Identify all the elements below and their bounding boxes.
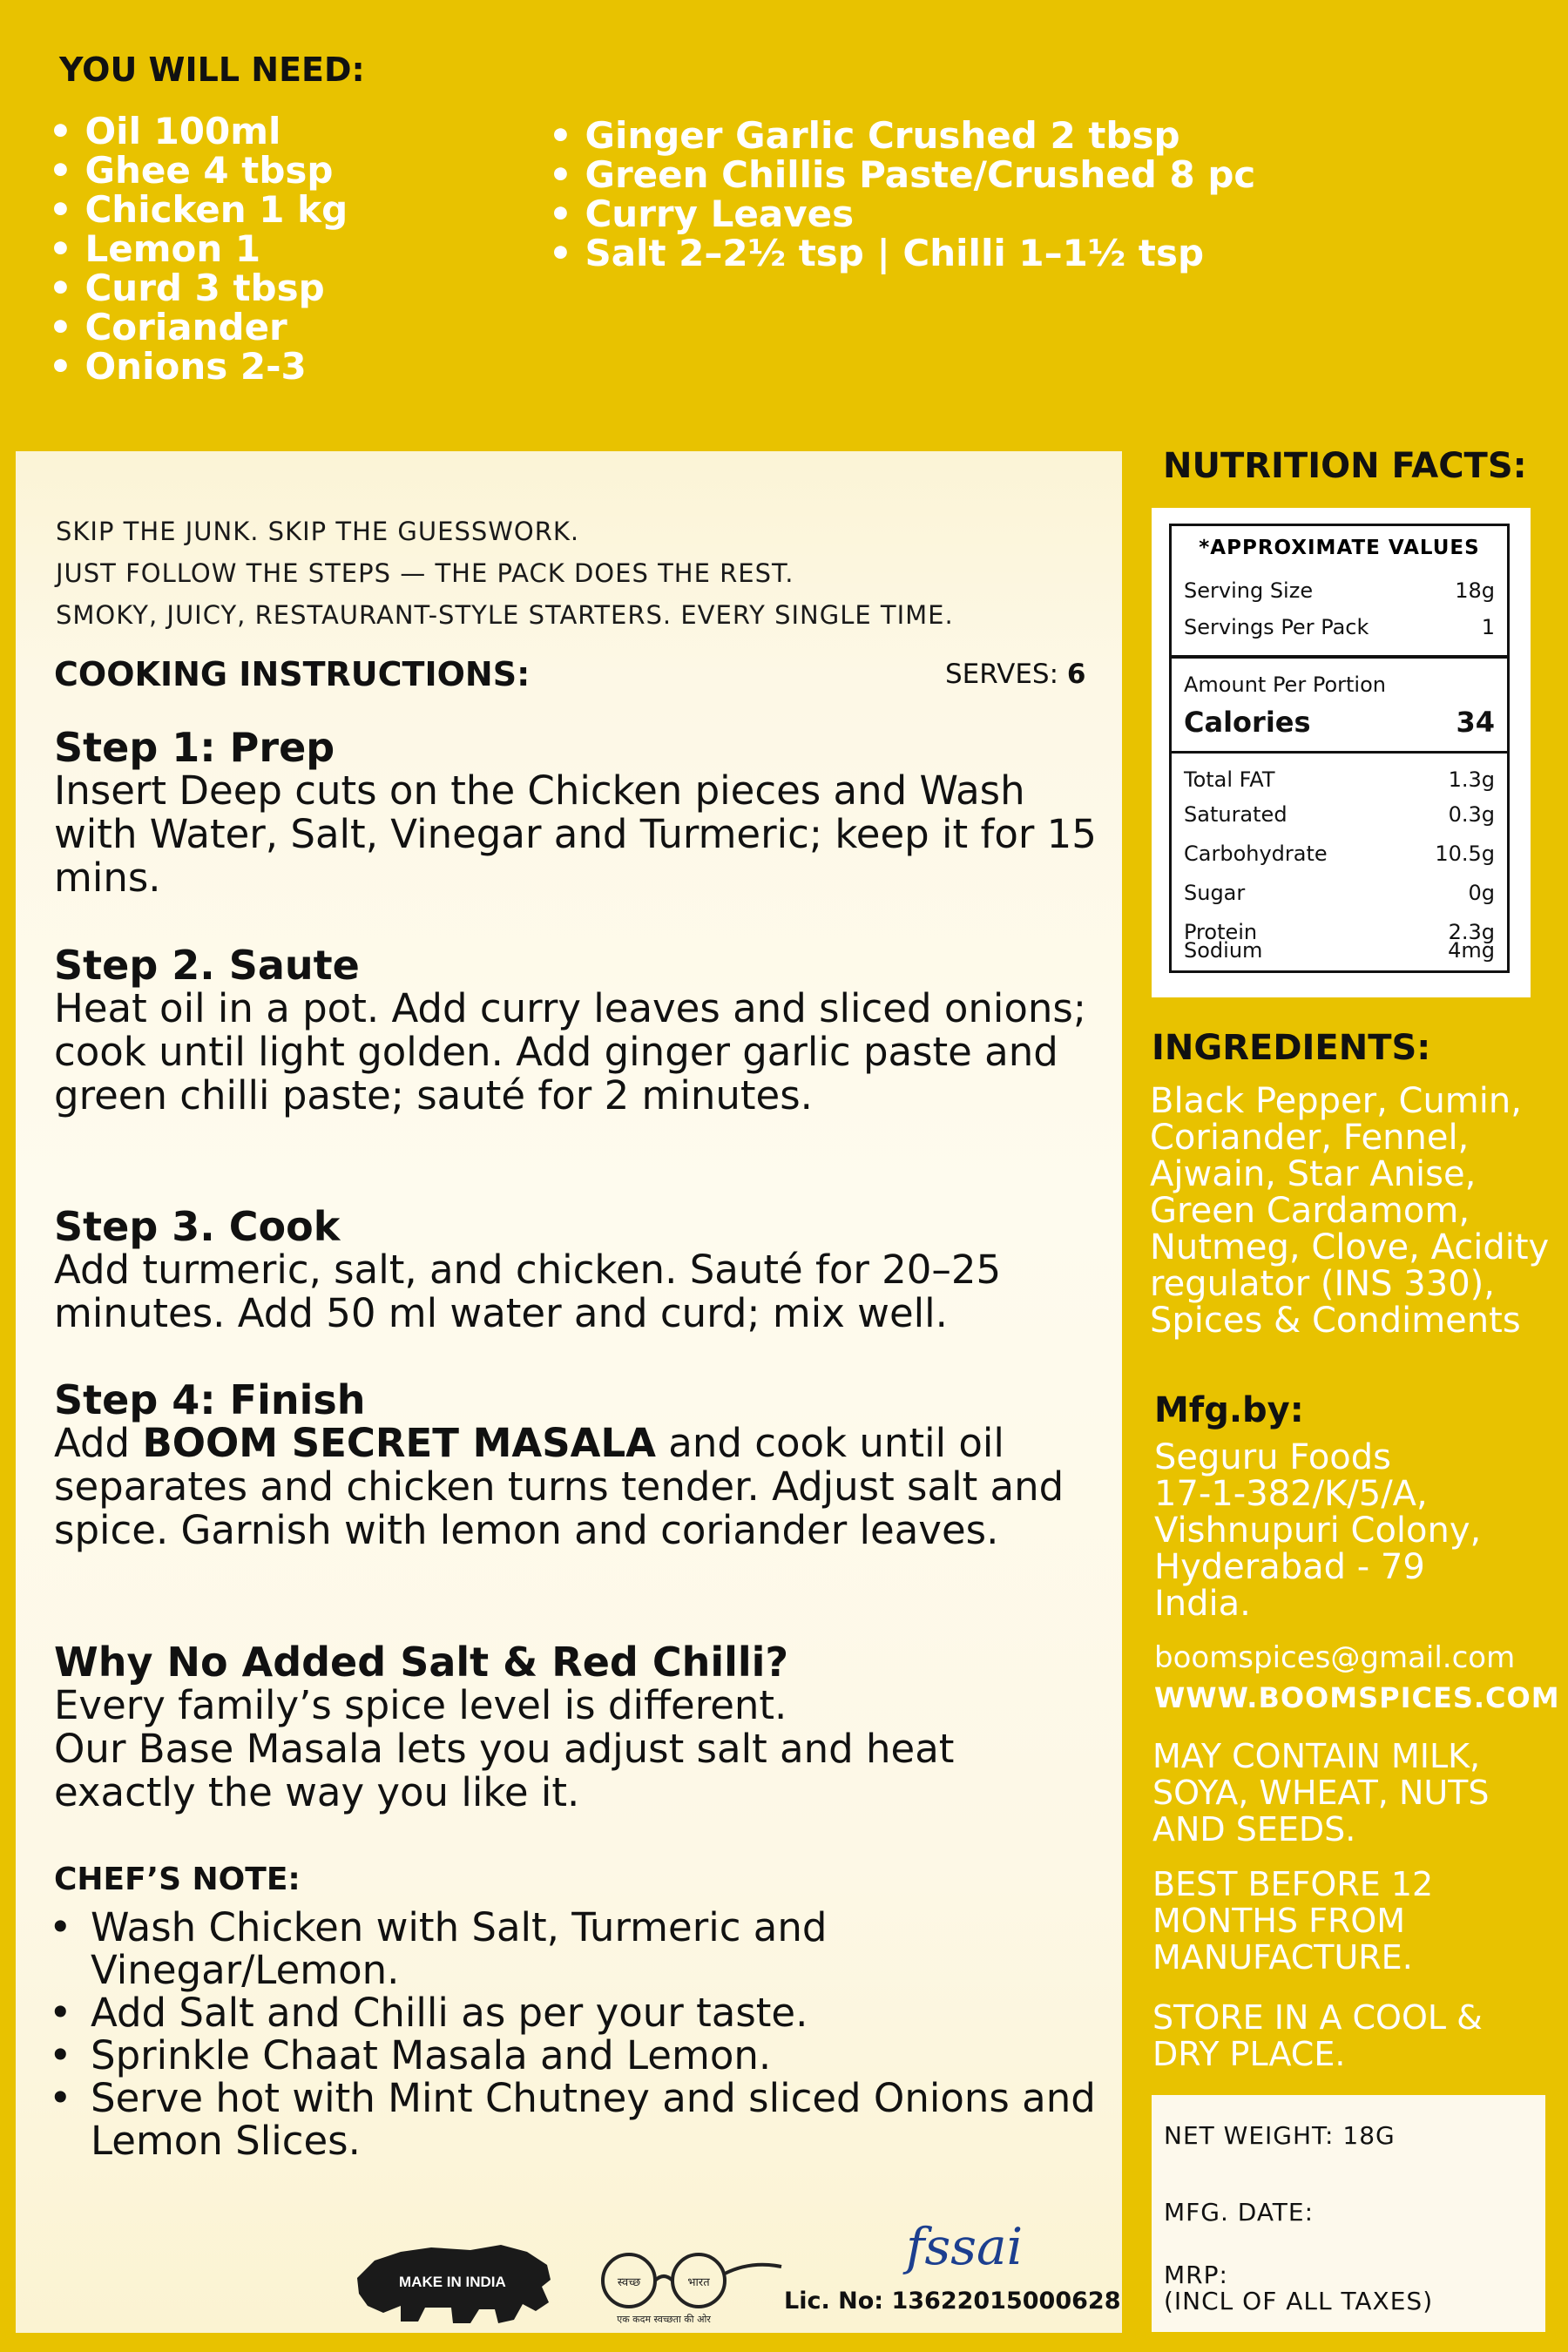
step-2-title: Step 2. Saute bbox=[54, 942, 360, 989]
calories-label: Calories bbox=[1184, 706, 1311, 739]
tagline-line: SMOKY, JUICY, RESTAURANT-STYLE STARTERS. EVERY SINGLE TIME. bbox=[56, 600, 954, 630]
nutrient-value: 10.5g bbox=[1435, 841, 1495, 866]
mrp-note: (INCL OF ALL TAXES) bbox=[1164, 2287, 1434, 2315]
cooking-instructions-title: COOKING INSTRUCTIONS: bbox=[54, 655, 531, 693]
address-line: 17-1-382/K/5/A, bbox=[1154, 1474, 1428, 1514]
chef-note-item: • Add Salt and Chilli as per your taste. bbox=[49, 1991, 1129, 2034]
boom-secret-masala: BOOM SECRET MASALA bbox=[142, 1420, 656, 1466]
bharat-text: भारत bbox=[687, 2276, 710, 2289]
divider bbox=[1172, 751, 1507, 754]
servings-value: 1 bbox=[1481, 615, 1495, 639]
ingredients-text: Black Pepper, Cumin, Coriander, Fennel, Ajwain, Star Anise, Green Cardamom, Nutmeg, Clove, Acidity regulator (INS 330), Spices & Condiments bbox=[1150, 1081, 1550, 1341]
servings-per-pack-row bbox=[1184, 615, 1495, 639]
step-1-title: Step 1: Prep bbox=[54, 724, 335, 771]
need-item: • Oil 100ml bbox=[49, 112, 348, 151]
make-in-india-text: MAKE IN INDIA bbox=[399, 2274, 506, 2290]
fssai-text: fssai bbox=[906, 2217, 1024, 2276]
calories-value: 34 bbox=[1456, 706, 1495, 739]
need-item: • Curry Leaves bbox=[549, 194, 1255, 233]
allergen-warning: MAY CONTAIN MILK, SOYA, WHEAT, NUTS AND SEEDS. bbox=[1152, 1737, 1490, 1848]
you-will-need-title: YOU WILL NEED: bbox=[59, 51, 365, 89]
tagline bbox=[56, 510, 954, 636]
nutrient-value: 1.3g bbox=[1448, 767, 1495, 792]
needs-list-right bbox=[549, 116, 1255, 273]
amount-label: Amount Per Portion bbox=[1184, 672, 1386, 697]
step-3-title: Step 3. Cook bbox=[54, 1203, 341, 1250]
nutrient-row bbox=[1184, 802, 1495, 827]
need-item: • Curd 3 tbsp bbox=[49, 268, 348, 308]
nutrient-label: Sugar bbox=[1184, 881, 1246, 905]
nutrient-row bbox=[1184, 841, 1495, 866]
nutrition-facts-box bbox=[1152, 508, 1531, 997]
need-item: • Ghee 4 tbsp bbox=[49, 151, 348, 190]
step-4-title: Step 4: Finish bbox=[54, 1376, 366, 1423]
nutrient-label: Sodium bbox=[1184, 938, 1263, 963]
nutrient-value: 4mg bbox=[1448, 938, 1495, 963]
swachh-text: स्वच्छ bbox=[617, 2276, 641, 2289]
step-1-body: Insert Deep cuts on the Chicken pieces and Wash with Water, Salt, Vinegar and Turmeric; keep it for 15 mins. bbox=[54, 767, 1097, 901]
why-line-1: Every family’s spice level is different. bbox=[54, 1682, 787, 1728]
serving-size-label: Serving Size bbox=[1184, 578, 1314, 603]
chef-note-item: • Serve hot with Mint Chutney and sliced Onions and Lemon Slices. bbox=[49, 2077, 1129, 2162]
bridge bbox=[655, 2276, 672, 2281]
best-before-note: BEST BEFORE 12 MONTHS FROM MANUFACTURE. bbox=[1152, 1865, 1434, 1977]
email-address: boomspices@gmail.com bbox=[1154, 1640, 1516, 1675]
swachh-caption: एक कदम स्वच्छता की ओर bbox=[617, 2314, 711, 2325]
make-in-india-lion-logo bbox=[348, 2226, 558, 2328]
nutrient-label: Saturated bbox=[1184, 802, 1288, 827]
mrp-label: MRP: bbox=[1164, 2261, 1228, 2289]
nutrient-row bbox=[1184, 938, 1495, 963]
nutrient-value: 0g bbox=[1468, 881, 1495, 905]
license-number: Lic. No: 13622015000628 bbox=[784, 2288, 1121, 2315]
chefs-note-title: CHEF’S NOTE: bbox=[54, 1862, 301, 1897]
batch-label-box bbox=[1152, 2095, 1545, 2332]
step-4-body-end: and cook until oil separates and chicken turns tender. Adjust salt and spice. Garnish with lemon and coriander leaves. bbox=[54, 1420, 1064, 1553]
approximate-values-note: *APPROXIMATE VALUES bbox=[1199, 537, 1480, 559]
chefs-note-list bbox=[49, 1906, 1129, 2162]
nutrient-value: 0.3g bbox=[1448, 802, 1495, 827]
net-weight: NET WEIGHT: 18G bbox=[1164, 2121, 1396, 2150]
ingredients-title: INGREDIENTS: bbox=[1152, 1028, 1431, 1068]
nutrient-row bbox=[1184, 881, 1495, 905]
needs-list-left bbox=[49, 112, 348, 386]
serves-value: 6 bbox=[1066, 659, 1086, 690]
amount-per-portion bbox=[1184, 672, 1495, 697]
nutrition-table bbox=[1169, 524, 1510, 973]
step-2-body: Heat oil in a pot. Add curry leaves and sliced onions; cook until light golden. Add ginger garlic paste and green chilli paste; sauté for 2 minutes. bbox=[54, 985, 1087, 1119]
need-item: • Chicken 1 kg bbox=[49, 190, 348, 229]
address-line: Hyderabad - 79 bbox=[1154, 1547, 1425, 1587]
need-item: • Salt 2–2½ tsp | Chilli 1–1½ tsp bbox=[549, 233, 1255, 273]
address-line: India. bbox=[1154, 1584, 1251, 1624]
chef-note-item: • Wash Chicken with Salt, Turmeric and Vinegar/Lemon. bbox=[49, 1906, 1129, 1991]
servings-label: Servings Per Pack bbox=[1184, 615, 1369, 639]
chef-note-item: • Sprinkle Chaat Masala and Lemon. bbox=[49, 2034, 1129, 2077]
need-item: • Coriander bbox=[49, 308, 348, 347]
serves bbox=[945, 659, 1085, 690]
need-item: • Onions 2-3 bbox=[49, 347, 348, 386]
nutrient-label: Carbohydrate bbox=[1184, 841, 1328, 866]
need-item: • Green Chillis Paste/Crushed 8 pc bbox=[549, 155, 1255, 194]
why-title: Why No Added Salt & Red Chilli? bbox=[54, 1639, 789, 1686]
need-item: • Lemon 1 bbox=[49, 229, 348, 268]
why-line-2: Our Base Masala lets you adjust salt and heat exactly the way you like it. bbox=[54, 1726, 955, 1815]
manufacturer-address bbox=[1154, 1439, 1555, 1622]
step-4-body bbox=[54, 1422, 1117, 1552]
nutrient-label: Protein bbox=[1184, 920, 1258, 944]
step-4-body-start: Add bbox=[54, 1420, 143, 1466]
nutrient-value: 2.3g bbox=[1448, 920, 1495, 944]
address-line: Seguru Foods bbox=[1154, 1437, 1392, 1477]
mfg-date: MFG. DATE: bbox=[1164, 2198, 1315, 2227]
serving-size-value: 18g bbox=[1455, 578, 1495, 603]
swachh-bharat-logo bbox=[594, 2247, 786, 2328]
temple-arm bbox=[725, 2265, 781, 2274]
website-url: WWW.BOOMSPICES.COM bbox=[1154, 1681, 1560, 1714]
nutrient-row bbox=[1184, 767, 1495, 792]
tagline-line: SKIP THE JUNK. SKIP THE GUESSWORK. bbox=[56, 517, 580, 546]
nutrition-facts-title: NUTRITION FACTS: bbox=[1163, 446, 1527, 486]
manufacturer-title: Mfg.by: bbox=[1154, 1390, 1304, 1430]
nutrient-label: Total FAT bbox=[1184, 767, 1275, 792]
need-item: • Ginger Garlic Crushed 2 tbsp bbox=[549, 116, 1255, 155]
fssai-logo bbox=[906, 2217, 1023, 2276]
divider bbox=[1172, 655, 1507, 659]
address-line: Vishnupuri Colony, bbox=[1154, 1511, 1482, 1551]
calories-row bbox=[1184, 706, 1495, 739]
storage-note: STORE IN A COOL & DRY PLACE. bbox=[1152, 1998, 1483, 2073]
serving-size-row bbox=[1184, 578, 1495, 603]
serves-label: SERVES: bbox=[945, 659, 1059, 690]
step-3-body: Add turmeric, salt, and chicken. Sauté for 20–25 minutes. Add 50 ml water and curd; mix well. bbox=[54, 1247, 1002, 1336]
tagline-line: JUST FOLLOW THE STEPS — THE PACK DOES THE REST. bbox=[56, 558, 794, 588]
